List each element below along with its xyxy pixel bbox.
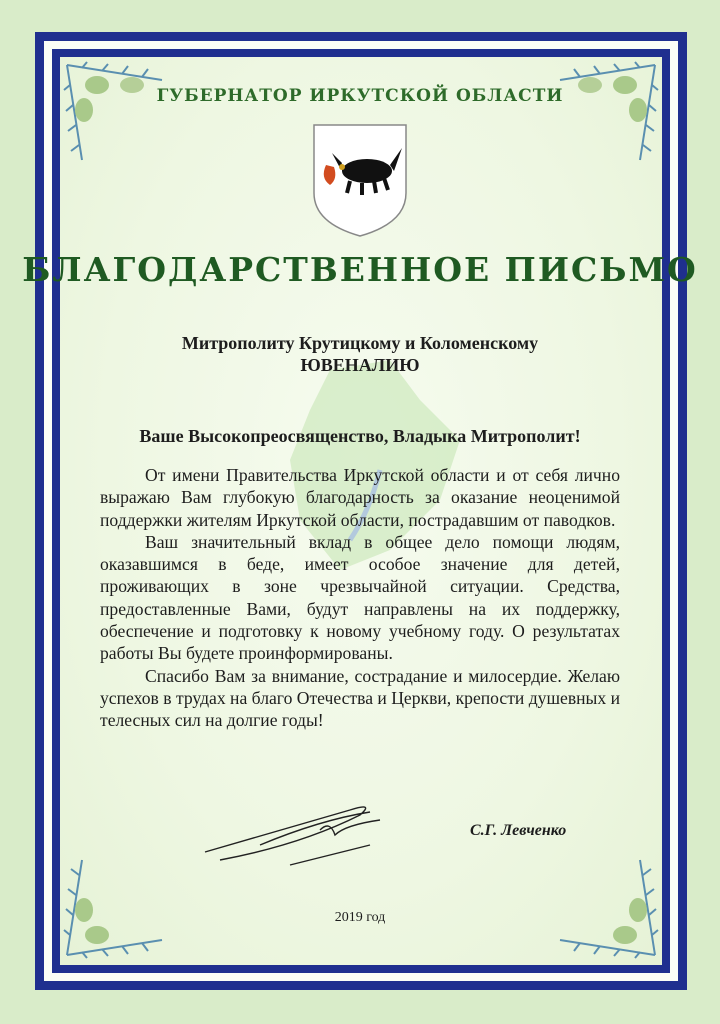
document-title: БЛАГОДАРСТВЕННОЕ ПИСЬМО <box>22 250 698 289</box>
pine-branch-corner-bottom-left <box>62 850 172 960</box>
signatory-name: С.Г. Левченко <box>470 822 567 839</box>
addressee <box>0 332 720 376</box>
paragraph: Ваш значительный вклад в общее дело помощи людям, оказавшимся в беде, имеет особое значение для детей, проживающих в зоне чрезвычайной ситуации. Средства, предоставленные Вами, будут направлены на их поддержку, обеспечение и подготовку к новому учебному году. О результатах работы Вы будете проинформированы. <box>100 531 620 664</box>
irkutsk-coat-of-arms <box>312 123 408 238</box>
paragraph: Спасибо Вам за внимание, сострадание и милосердие. Желаю успехов в трудах на благо Отечества и Церкви, крепости душевных и телесных сил на долгие годы! <box>100 665 620 731</box>
salutation: Ваше Высокопреосвященство, Владыка Митрополит! <box>139 426 581 446</box>
issuer-header: ГУБЕРНАТОР ИРКУТСКОЙ ОБЛАСТИ <box>156 86 564 106</box>
pine-branch-corner-bottom-right <box>550 850 660 960</box>
pine-branch-corner-top-right <box>550 60 660 170</box>
paragraph: От имени Правительства Иркутской области и от себя лично выражаю Вам глубокую благодарность за оказание неоценимой поддержки жителям Иркутской области, пострадавшим от паводков. <box>100 465 620 530</box>
document-year: 2019 год <box>334 910 386 925</box>
handwritten-signature <box>200 790 400 870</box>
pine-branch-corner-top-left <box>62 60 172 170</box>
addressee-title: Митрополиту Крутицкому и Коломенскому <box>181 333 539 353</box>
letter-body <box>100 464 620 732</box>
addressee-name: ЮВЕНАЛИЮ <box>300 355 420 375</box>
